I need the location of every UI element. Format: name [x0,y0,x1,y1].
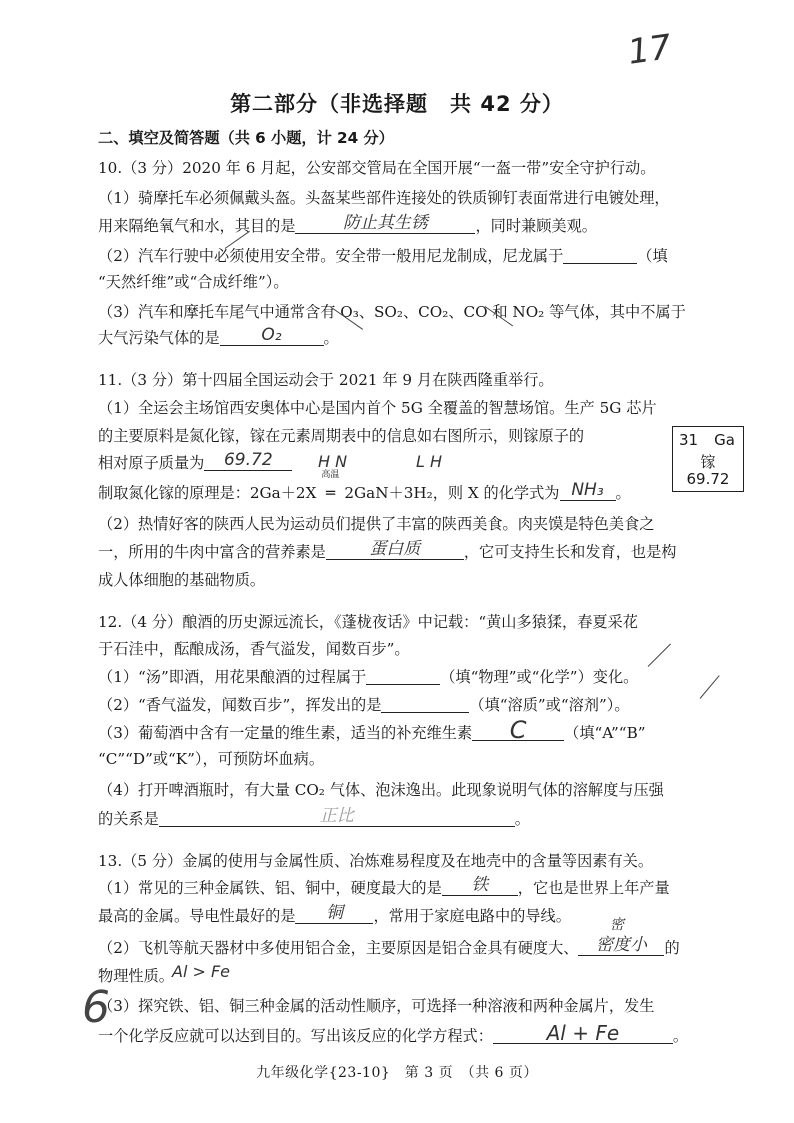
q11-p2-line2: 一，所用的牛肉中富含的营养素是 蛋白质 ，它可支持生长和发育，也是构 [98,539,677,561]
q11-p1-formula-blank [560,482,616,501]
q12-p1: （1）“汤”即酒，用花果酿酒的过程属于 （填“物理”或“化学”）变化。 [98,668,639,686]
q10-p1-line1: （1）骑摩托车必须佩戴头盔。头盔某些部件连接处的铁质铆钉表面常进行电镀处理， [98,189,670,207]
q10-p2-blank [563,245,637,264]
q11-p1-line4: 制取氮化镓的原理是：2Ga＋2X 高温 ═ 2GaN＋3H₂，则 X 的化学式为 NH₃ 。 [98,470,631,502]
element-name: 镓 [700,453,716,471]
q13-p3-blank [493,1021,673,1045]
q10-p2-line2: “天然纤维”或“合成纤维”）。 [98,273,289,291]
q10-p3-line2: 大气污染气体的是 O₂ 。 [98,325,339,347]
atomic-mass: 69.72 [686,470,730,488]
handwritten-scribble: 密 [610,917,624,933]
q11-p2-line3: 成人体细胞的基础物质。 [98,571,266,589]
q13-p1-blank [442,877,518,896]
q13-p1-line2: 最高的金属。导电性最好的是 铜 ，常用于家庭电路中的导线。 [98,903,571,925]
atomic-number: 31 [679,431,699,449]
q11-p1-handwritten-formula: NH₃ [571,480,604,500]
q11-p1-line3: 相对原子质量为 69.72 [98,452,730,474]
q13-p1-line1: （1）常见的三种金属铁、铝、铜中，硬度最大的是 铁 ，它也是世界上年产量 [98,875,670,897]
q12-p2: （2）“香气溢发，闻数百步”，挥发出的是 （填“溶质”或“溶剂”）。 [98,696,630,714]
q13-p1-handwritten-answer-2: 铜 [325,903,343,923]
reaction-condition: 高温 [321,470,340,480]
q11-p2-handwritten-answer: 蛋白质 [369,539,421,559]
q10-p1-blank [295,215,475,234]
q12-p4-line2: 的关系是 正比 。 [98,806,530,828]
q12-p3-blank [472,716,564,744]
handwritten-page-mark: 17 [625,27,674,73]
q10-p3-handwritten-answer: O₂ [261,325,282,345]
q11-p1-line1: （1）全运会主场馆西安奥体中心是国内首个 5G 全覆盖的智慧场馆。生产 5G 芯片 [98,399,657,417]
q11-p1-handwritten-answer: 69.72 [223,450,273,470]
q10-p1-line2: 用来隔绝氧气和水，其目的是 防止其生锈 ，同时兼顾美观。 [98,213,597,235]
q10-stem: 10.（3 分）2020 年 6 月起，公安部交管局在全国开展“一盔一带”安全守护行动。 [98,159,656,177]
q12-stem-line2: 于石洼中，酝酿成汤，香气溢发，闻数百步”。 [98,640,410,658]
q11-p1-blank [204,452,292,471]
q11-p1-line2: 的主要原料是氮化镓，镓在元素周期表中的信息如右图所示，则镓原子的 [98,427,584,445]
q12-p4-blank [159,808,515,827]
q12-p3-handwritten-answer: C [509,716,527,744]
q13-p1-blank-2 [295,905,373,924]
q12-p2-blank [381,694,469,713]
q12-p4-line1: （4）打开啤酒瓶时，有大量 CO₂ 气体、泡沫逸出。此现象说明气体的溶解度与压强 [98,781,664,799]
q13-stem: 13.（5 分）金属的使用与金属性质、冶炼难易程度及在地壳中的含量等因素有关。 [98,852,654,870]
page-footer: 九年级化学{23-10} 第 3 页 （共 6 页） [256,1065,538,1081]
q13-p3-handwritten-answer: Al + Fe [546,1021,620,1045]
handwritten-score-mark: 6 [82,982,110,1033]
q10-p3-blank [220,327,324,346]
q13-p1-handwritten-answer: 铁 [471,875,489,895]
q10-p1-handwritten-answer: 防止其生锈 [342,213,428,233]
handwritten-scribble: L H [416,452,443,471]
q12-p3-line1: （3）葡萄酒中含有一定量的维生素，适当的补充维生素 C （填“A”“B” [98,716,646,744]
q12-stem-line1: 12.（4 分）酿酒的历史源远流长，《蓬栊夜话》中记载：“黄山多猿猱，春夏采花 [98,613,638,631]
q10-p2-line1: （2）汽车行驶中必须使用安全带。安全带一般用尼龙制成，尼龙属于 （填 [98,247,668,265]
q12-p1-blank [366,666,440,685]
q11-p2-line1: （2）热情好客的陕西人民为运动员们提供了丰富的陕西美食。肉夹馍是特色美食之 [98,515,655,533]
q13-p3-line1: （3）探究铁、铝、铜三种金属的活动性顺序，可选择一种溶液和两种金属片，发生 [98,997,655,1015]
handwritten-scribble: H N [318,452,348,471]
element-symbol: Ga [714,431,735,449]
q13-p2-blank [578,937,664,956]
q13-p2-line2: 物理性质。 [98,967,174,985]
part-title: 第二部分（非选择题 共 42 分） [230,92,564,116]
q12-p4-handwritten-answer: 正比 [319,806,354,826]
section-heading: 二、填空及简答题（共 6 小题，计 24 分） [98,129,394,147]
q11-p2-blank [326,541,464,560]
q13-p2-line1: （2）飞机等航天器材中多使用铝合金，主要原因是铝合金具有硬度大、 密度小 的 [98,935,680,957]
q11-stem: 11.（3 分）第十四届全国运动会于 2021 年 9 月在陕西隆重举行。 [98,371,554,389]
q13-p2-handwritten-answer: 密度小 [595,935,647,955]
q13-p3-line2: 一个化学反应就可以达到目的。写出该反应的化学方程式： Al + Fe 。 [98,1021,689,1045]
handwritten-scribble: Al > Fe [172,962,231,981]
q10-p3-line1: （3）汽车和摩托车尾气中通常含有 O₃、SO₂、CO₂、CO 和 NO₂ 等气体，其中不属于 [98,303,686,321]
q12-p3-line2: “C”“D”或“K”），可预防坏血病。 [98,750,325,768]
reaction-arrow: 高温 ═ [316,482,344,504]
